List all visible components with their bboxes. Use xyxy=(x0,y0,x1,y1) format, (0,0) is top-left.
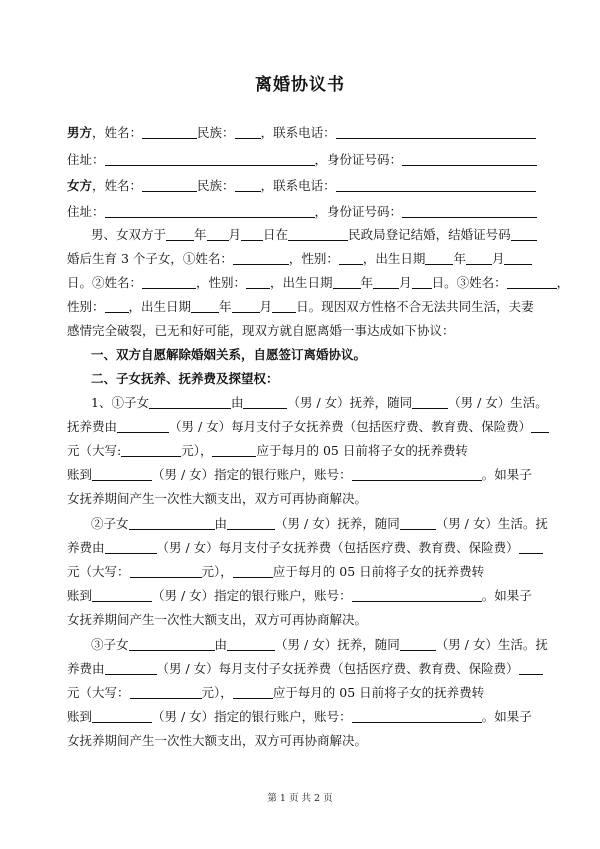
child1-line-2: 抚养费由 （男 / 女）每月支付子女抚养费（包括医疗费、教育费、保险费） xyxy=(67,419,549,435)
child2-custodian-field[interactable] xyxy=(227,517,275,530)
child1-amount-field[interactable] xyxy=(531,420,549,433)
child2-year-field[interactable] xyxy=(333,276,361,289)
child2-amount-field[interactable] xyxy=(519,541,543,554)
child3-line-1: ③子女 由 （男 / 女）抚养，随同 （男 / 女）生活。抚 xyxy=(91,637,548,652)
intro-line-4: 性别： ，出生日期 年 月 日。现因双方性格不合无法共同生活，夫妻 xyxy=(67,299,534,314)
child1-live-with-field[interactable] xyxy=(412,396,448,409)
child1-line-4: 账到 （男 / 女）指定的银行账户，账号： 。如果子 xyxy=(67,467,532,482)
child3-line-3: 元（大写： 元）， 应于每月的 05 日前将子女的抚养费转 xyxy=(67,685,485,700)
female-address-line: 住址： ，身份证号码： xyxy=(67,204,537,220)
child2-line-5: 女抚养期间产生一次性大额支出，双方可再协商解决。 xyxy=(67,612,368,627)
child3-name-field[interactable] xyxy=(507,276,557,289)
child3-live-with-field[interactable] xyxy=(400,638,436,651)
child1-line-3: 元（大写: 元）， 应于每月的 05 日前将子女的抚养费转 xyxy=(67,443,468,458)
child2-gender-field[interactable] xyxy=(246,276,270,289)
child2-transfer-party-field[interactable] xyxy=(233,565,273,578)
child2-line-1: ②子女 由 （男 / 女）抚养，随同 （男 / 女）生活。抚 xyxy=(91,516,548,531)
female-phone-field[interactable] xyxy=(336,179,536,192)
child2-custody-name-field[interactable] xyxy=(129,517,215,530)
child1-name-field[interactable] xyxy=(233,252,289,265)
child1-year-field[interactable] xyxy=(425,252,453,265)
child3-recipient-field[interactable] xyxy=(92,710,152,723)
female-id-field[interactable] xyxy=(402,205,537,218)
child1-gender-field[interactable] xyxy=(339,252,363,265)
child2-month-field[interactable] xyxy=(373,276,399,289)
intro-line-2: 婚后生育 3 个子女，①姓名： ，性别： ，出生日期 年 月 xyxy=(67,251,532,267)
child1-day-field[interactable] xyxy=(504,252,532,265)
male-address-field[interactable] xyxy=(105,153,315,166)
intro-line-5: 感情完全破裂，已无和好可能，现双方就自愿离婚一事达成如下协议： xyxy=(67,323,455,338)
child1-month-field[interactable] xyxy=(466,252,492,265)
child3-account-field[interactable] xyxy=(352,710,482,723)
child1-amount-words-field[interactable] xyxy=(121,444,181,457)
marriage-month-field[interactable] xyxy=(207,228,229,241)
marriage-day-field[interactable] xyxy=(241,228,263,241)
section-1-heading: 一、双方自愿解除婚姻关系，自愿签订离婚协议。 xyxy=(91,347,367,362)
child3-month-field[interactable] xyxy=(232,300,260,313)
child3-transfer-party-field[interactable] xyxy=(233,686,273,699)
intro-line-3: 日。②姓名： ，性别： ，出生日期 年 月 日。③姓名： ， xyxy=(67,275,570,290)
child2-line-2: 养费由 （男 / 女）每月支付子女抚养费（包括医疗费、教育费、保险费） xyxy=(67,540,543,556)
child2-payer-field[interactable] xyxy=(105,541,157,554)
child2-line-3: 元（大写： 元）， 应于每月的 05 日前将子女的抚养费转 xyxy=(67,564,485,579)
child3-custody-name-field[interactable] xyxy=(129,638,215,651)
child3-year-field[interactable] xyxy=(191,300,219,313)
child2-day-field[interactable] xyxy=(412,276,432,289)
section-2-heading: 二、子女抚养、抚养费及探望权： xyxy=(91,371,279,386)
child1-transfer-party-field[interactable] xyxy=(212,444,256,457)
child1-recipient-field[interactable] xyxy=(92,468,152,481)
child3-payer-field[interactable] xyxy=(105,662,157,675)
child2-amount-words-field[interactable] xyxy=(130,565,202,578)
marriage-year-field[interactable] xyxy=(166,228,194,241)
child2-live-with-field[interactable] xyxy=(400,517,436,530)
child3-amount-words-field[interactable] xyxy=(130,686,202,699)
child2-line-4: 账到 （男 / 女）指定的银行账户，账号： 。如果子 xyxy=(67,588,532,603)
child1-line-1: 1、①子女 由 （男 / 女）抚养，随同 （男 / 女）生活。 xyxy=(91,395,548,410)
male-address-line: 住址： ，身份证号码： xyxy=(67,152,537,168)
female-label: 女方 xyxy=(67,178,93,193)
child1-payer-field[interactable] xyxy=(117,420,169,433)
registry-office-field[interactable] xyxy=(288,228,348,241)
male-phone-field[interactable] xyxy=(336,126,536,139)
intro-line-1: 男、女双方于 年 月 日在 民政局登记结婚，结婚证号码 xyxy=(91,227,537,243)
child3-line-2: 养费由 （男 / 女）每月支付子女抚养费（包括医疗费、教育费、保险费） xyxy=(67,661,543,677)
child3-custodian-field[interactable] xyxy=(227,638,275,651)
male-ethnicity-field[interactable] xyxy=(235,126,261,139)
female-name-field[interactable] xyxy=(142,179,197,192)
child3-day-field[interactable] xyxy=(272,300,296,313)
female-info-line: 女方，姓名： 民族： ，联系电话： xyxy=(67,178,536,194)
child2-recipient-field[interactable] xyxy=(92,589,152,602)
child3-gender-field[interactable] xyxy=(105,300,129,313)
page-number: 第 1 页 共 2 页 xyxy=(267,793,333,804)
child1-account-field[interactable] xyxy=(352,468,482,481)
child3-line-5: 女抚养期间产生一次性大额支出，双方可再协商解决。 xyxy=(67,733,368,748)
child1-line-5: 女抚养期间产生一次性大额支出，双方可再协商解决。 xyxy=(67,491,368,506)
document-title: 离婚协议书 xyxy=(255,75,345,95)
male-info-line: 男方，姓名： 民族： ，联系电话： xyxy=(67,125,536,141)
child1-custodian-field[interactable] xyxy=(243,396,287,409)
child3-amount-field[interactable] xyxy=(519,662,543,675)
male-name-field[interactable] xyxy=(142,126,197,139)
male-id-field[interactable] xyxy=(402,153,537,166)
child1-custody-name-field[interactable] xyxy=(149,396,231,409)
female-ethnicity-field[interactable] xyxy=(235,179,261,192)
female-address-field[interactable] xyxy=(105,205,315,218)
child2-name-field[interactable] xyxy=(142,276,196,289)
child2-account-field[interactable] xyxy=(352,589,482,602)
child3-line-4: 账到 （男 / 女）指定的银行账户，账号： 。如果子 xyxy=(67,709,532,724)
male-label: 男方 xyxy=(67,125,93,140)
marriage-cert-field[interactable] xyxy=(511,228,537,241)
